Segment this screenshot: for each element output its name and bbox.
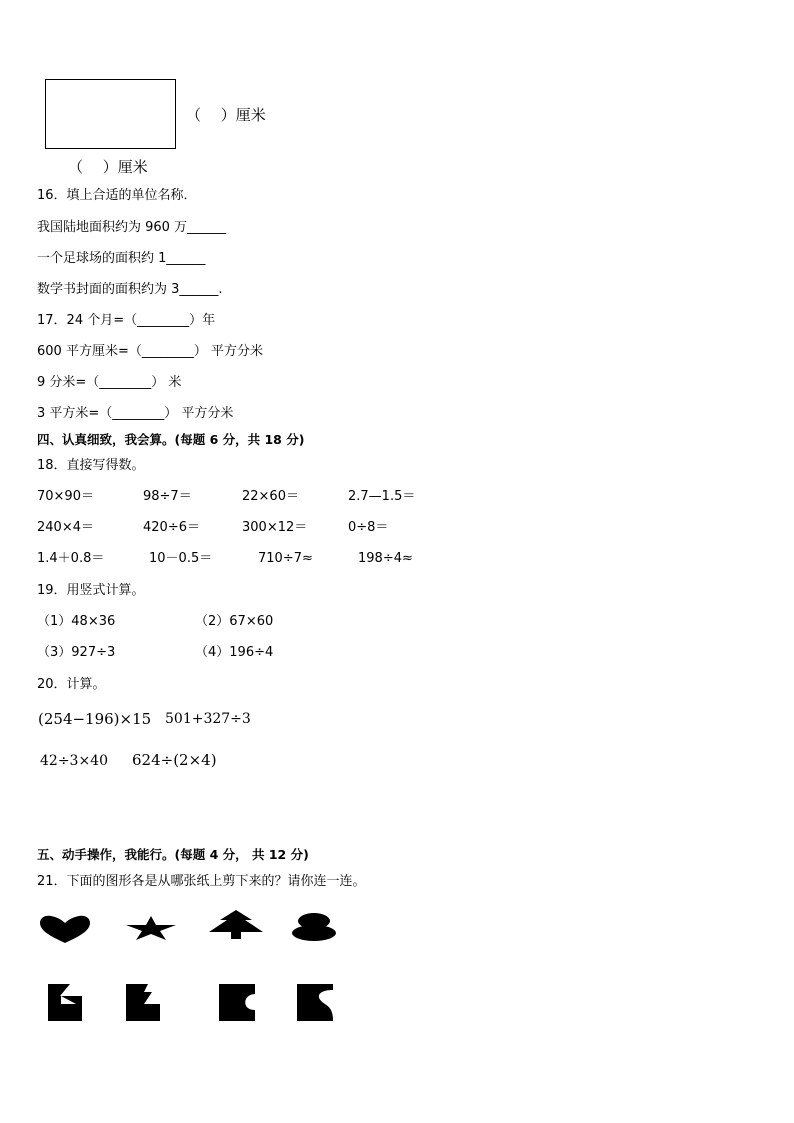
rect-width-label: （ ）厘米 <box>68 158 148 176</box>
cut-paper-a-icon <box>48 984 84 1022</box>
cut-paper-b-icon <box>126 984 162 1022</box>
q18-cell: 0÷8＝ <box>348 520 389 535</box>
q18-cell: 300×12＝ <box>242 520 308 535</box>
q18-cell: 198÷4≈ <box>358 551 413 566</box>
section-5-title: 五、动手操作，我能行。(每题 4 分， 共 12 分) <box>37 847 309 862</box>
q20-expr: 501+327÷3 <box>165 711 251 727</box>
q17-line-1: 17．24 个月=（________）年 <box>37 313 216 328</box>
star-icon <box>125 915 177 941</box>
q18-cell: 22×60＝ <box>242 489 299 504</box>
q19-item: （1）48×36 <box>37 614 116 629</box>
q17-line-4: 3 平方米=（________） 平方分米 <box>37 406 234 421</box>
section-4-title: 四、认真细致，我会算。(每题 6 分，共 18 分) <box>37 432 305 447</box>
q19-title: 19．用竖式计算。 <box>37 583 145 598</box>
cut-paper-c-icon <box>219 984 255 1022</box>
q18-cell: 710÷7≈ <box>258 551 313 566</box>
rectangle-figure <box>45 79 176 149</box>
q18-cell: 70×90＝ <box>37 489 94 504</box>
q18-title: 18．直接写得数。 <box>37 458 145 473</box>
q16-title: 16．填上合适的单位名称． <box>37 188 197 203</box>
q20-expr: (254−196)×15 <box>38 710 152 728</box>
cut-paper-d-icon <box>297 984 335 1022</box>
q21-title: 21．下面的图形各是从哪张纸上剪下来的？请你连一连。 <box>37 874 366 889</box>
heart-icon <box>38 914 92 944</box>
q20-expr: 42÷3×40 <box>40 753 108 769</box>
mushroom-cap-icon <box>291 912 337 942</box>
rect-height-label: （ ）厘米 <box>186 106 266 124</box>
q20-expr: 624÷(2×4) <box>132 751 217 769</box>
q18-cell: 1.4＋0.8＝ <box>37 551 105 566</box>
tree-arrow-icon <box>208 910 264 940</box>
q16-line-3: 数学书封面的面积约为 3______. <box>37 282 223 297</box>
q18-cell: 420÷6＝ <box>143 520 200 535</box>
q19-item: （2）67×60 <box>195 614 274 629</box>
q16-line-2: 一个足球场的面积约 1______ <box>37 251 206 266</box>
q16-line-1: 我国陆地面积约为 960 万______ <box>37 220 227 235</box>
q20-title: 20．计算。 <box>37 677 106 692</box>
q18-cell: 10－0.5＝ <box>149 551 213 566</box>
q18-cell: 98÷7＝ <box>143 489 192 504</box>
q19-item: （3）927÷3 <box>37 645 116 660</box>
q18-cell: 240×4＝ <box>37 520 94 535</box>
q19-item: （4）196÷4 <box>195 645 274 660</box>
q18-cell: 2.7—1.5＝ <box>348 489 416 504</box>
q17-line-2: 600 平方厘米=（________） 平方分米 <box>37 344 263 359</box>
q17-line-3: 9 分米=（________） 米 <box>37 375 182 390</box>
